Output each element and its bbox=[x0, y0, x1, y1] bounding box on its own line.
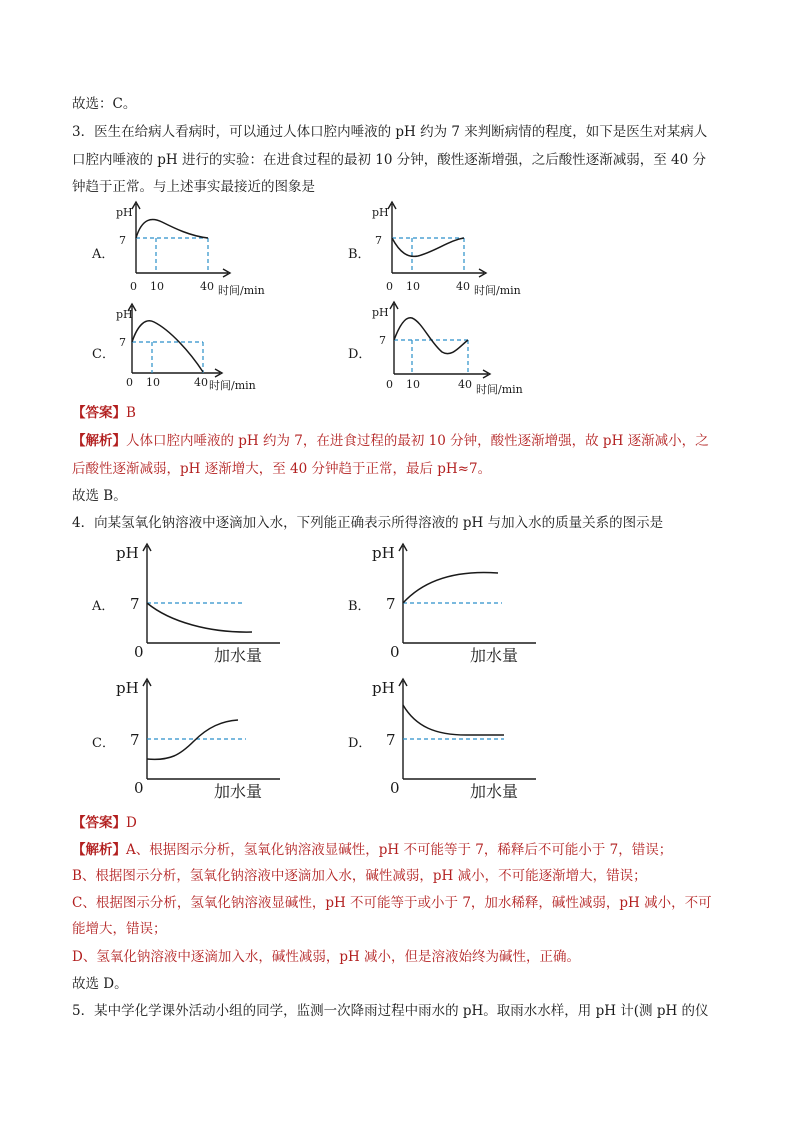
q5-text-line1: 5．某中学化学课外活动小组的同学，监测一次降雨过程中雨水的 pH。取雨水水样，用 pH 计(测 pH 的仪 bbox=[72, 1003, 709, 1019]
ref-value-7: 7 bbox=[379, 334, 386, 347]
tick-10: 10 bbox=[150, 280, 164, 293]
q3-option-c-label: C． bbox=[92, 347, 115, 362]
origin-label: 0 bbox=[386, 280, 393, 293]
axes bbox=[147, 546, 280, 643]
ref-value-7: 7 bbox=[386, 731, 396, 749]
q3-analysis-line2: 后酸性逐渐减弱，pH 逐渐增大，至 40 分钟趋于正常，最后 pH≈7。 bbox=[72, 461, 492, 477]
x-axis-label: 时间/min bbox=[474, 284, 521, 297]
tick-40: 40 bbox=[200, 280, 214, 293]
analysis-text: 人体口腔内唾液的 pH 约为 7，在进食过程的最初 10 分钟，酸性逐渐增强，故 pH 逐渐减小，之 bbox=[126, 433, 709, 449]
origin-label: 0 bbox=[390, 779, 400, 797]
reference-lines bbox=[394, 340, 468, 374]
ph-curve bbox=[132, 321, 203, 372]
q3-conclusion: 故选 B。 bbox=[72, 488, 127, 504]
q4-answer bbox=[72, 813, 137, 833]
tick-10: 10 bbox=[406, 280, 420, 293]
analysis-text: A、根据图示分析，氢氧化钠溶液显碱性，pH 不可能等于 7，稀释后不可能小于 7，错误； bbox=[126, 842, 673, 858]
tick-40: 40 bbox=[458, 378, 472, 391]
answer-tag: 【答案】 bbox=[72, 405, 126, 421]
x-axis-label: 加水量 bbox=[470, 782, 519, 801]
ph-curve bbox=[147, 603, 252, 632]
q4-analysis-c2: 能增大，错误； bbox=[72, 921, 167, 937]
ph-curve bbox=[403, 705, 504, 735]
ph-curve bbox=[392, 238, 464, 256]
q3-text-line3: 钟趋于正常。与上述事实最接近的图象是 bbox=[72, 179, 315, 195]
ref-value-7: 7 bbox=[119, 336, 126, 349]
q3-answer bbox=[72, 403, 136, 423]
ph-curve bbox=[136, 219, 208, 238]
y-axis-label: pH bbox=[116, 206, 133, 219]
q3-analysis-line1 bbox=[72, 431, 709, 451]
q3-graph-b bbox=[366, 198, 556, 303]
origin-label: 0 bbox=[390, 643, 400, 661]
q4-graph-a bbox=[110, 540, 285, 670]
axis-arrows bbox=[388, 202, 486, 277]
y-axis-label: pH bbox=[372, 206, 389, 219]
axes bbox=[394, 304, 488, 374]
q4-analysis-c1: C、根据图示分析，氢氧化钠溶液显碱性，pH 不可能等于或小于 7，加水稀释，碱性减弱，pH 减小，不可 bbox=[72, 895, 712, 911]
ref-value-7: 7 bbox=[375, 234, 382, 247]
analysis-tag: 【解析】 bbox=[72, 842, 126, 858]
tick-40: 40 bbox=[194, 376, 208, 389]
q3-graph-c bbox=[110, 300, 300, 405]
origin-label: 0 bbox=[126, 376, 133, 389]
ref-value-7: 7 bbox=[130, 731, 140, 749]
q3-option-b-label: B． bbox=[348, 247, 371, 262]
answer-value: D bbox=[126, 815, 137, 831]
axis-arrows bbox=[128, 304, 222, 377]
q3-option-d-label: D． bbox=[348, 347, 372, 362]
q4-option-a-label: A． bbox=[92, 599, 115, 614]
x-axis-label: 时间/min bbox=[209, 379, 256, 392]
axes bbox=[403, 546, 536, 643]
ref-value-7: 7 bbox=[386, 595, 396, 613]
q4-conclusion: 故选 D。 bbox=[72, 976, 128, 992]
x-axis-label: 加水量 bbox=[470, 646, 519, 665]
answer-value: B bbox=[126, 405, 136, 421]
q4-analysis-b: B、根据图示分析，氢氧化钠溶液中逐滴加入水，碱性减弱，pH 减小，不可能逐渐增大，错误； bbox=[72, 868, 647, 884]
origin-label: 0 bbox=[134, 779, 144, 797]
y-axis-label: pH bbox=[116, 544, 139, 562]
y-axis-label: pH bbox=[116, 679, 139, 697]
q3-text-line2: 口腔内唾液的 pH 进行的实验：在进食过程的最初 10 分钟，酸性逐渐增强，之后酸性逐渐减弱，至 40 分 bbox=[72, 152, 707, 168]
y-axis-label: pH bbox=[372, 306, 389, 319]
answer-tag: 【答案】 bbox=[72, 815, 126, 831]
y-axis-label: pH bbox=[372, 544, 395, 562]
q4-option-c-label: C． bbox=[92, 736, 115, 751]
origin-label: 0 bbox=[134, 643, 144, 661]
origin-label: 0 bbox=[386, 378, 393, 391]
ph-curve bbox=[147, 720, 238, 759]
prev-conclusion: 故选：C。 bbox=[72, 96, 137, 112]
q3-text-line1: 3．医生在给病人看病时，可以通过人体口腔内唾液的 pH 约为 7 来判断病情的程度，如下是医生对某病人 bbox=[72, 124, 708, 140]
q3-graph-a bbox=[110, 198, 300, 303]
analysis-tag: 【解析】 bbox=[72, 433, 126, 449]
q4-option-b-label: B． bbox=[348, 599, 371, 614]
ph-curve bbox=[394, 318, 468, 354]
x-axis-label: 加水量 bbox=[214, 782, 263, 801]
q4-graph-c bbox=[110, 675, 285, 805]
origin-label: 0 bbox=[130, 280, 137, 293]
q4-graph-b bbox=[366, 540, 541, 670]
ph-curve bbox=[403, 572, 498, 603]
axis-arrows bbox=[132, 202, 230, 277]
q4-option-d-label: D． bbox=[348, 736, 372, 751]
y-axis-label: pH bbox=[372, 679, 395, 697]
tick-10: 10 bbox=[146, 376, 160, 389]
q3-option-a-label: A． bbox=[92, 247, 115, 262]
q4-analysis-a bbox=[72, 840, 672, 860]
q3-graph-d bbox=[366, 298, 556, 403]
q4-analysis-d: D、氢氧化钠溶液中逐滴加入水，碱性减弱，pH 减小，但是溶液始终为碱性，正确。 bbox=[72, 949, 581, 965]
y-axis-label: pH bbox=[116, 308, 133, 321]
ref-value-7: 7 bbox=[119, 234, 126, 247]
tick-10: 10 bbox=[406, 378, 420, 391]
x-axis-label: 时间/min bbox=[476, 383, 523, 396]
ref-value-7: 7 bbox=[130, 595, 140, 613]
q4-graph-d bbox=[366, 675, 541, 805]
axes bbox=[147, 681, 280, 779]
q4-question: 4．向某氢氧化钠溶液中逐滴加入水，下列能正确表示所得溶液的 pH 与加入水的质量关系的图示是 bbox=[72, 515, 664, 531]
x-axis-label: 时间/min bbox=[218, 284, 265, 297]
reference-lines bbox=[136, 238, 208, 273]
x-axis-label: 加水量 bbox=[214, 646, 263, 665]
reference-lines bbox=[392, 238, 464, 273]
axes bbox=[403, 681, 536, 779]
tick-40: 40 bbox=[456, 280, 470, 293]
